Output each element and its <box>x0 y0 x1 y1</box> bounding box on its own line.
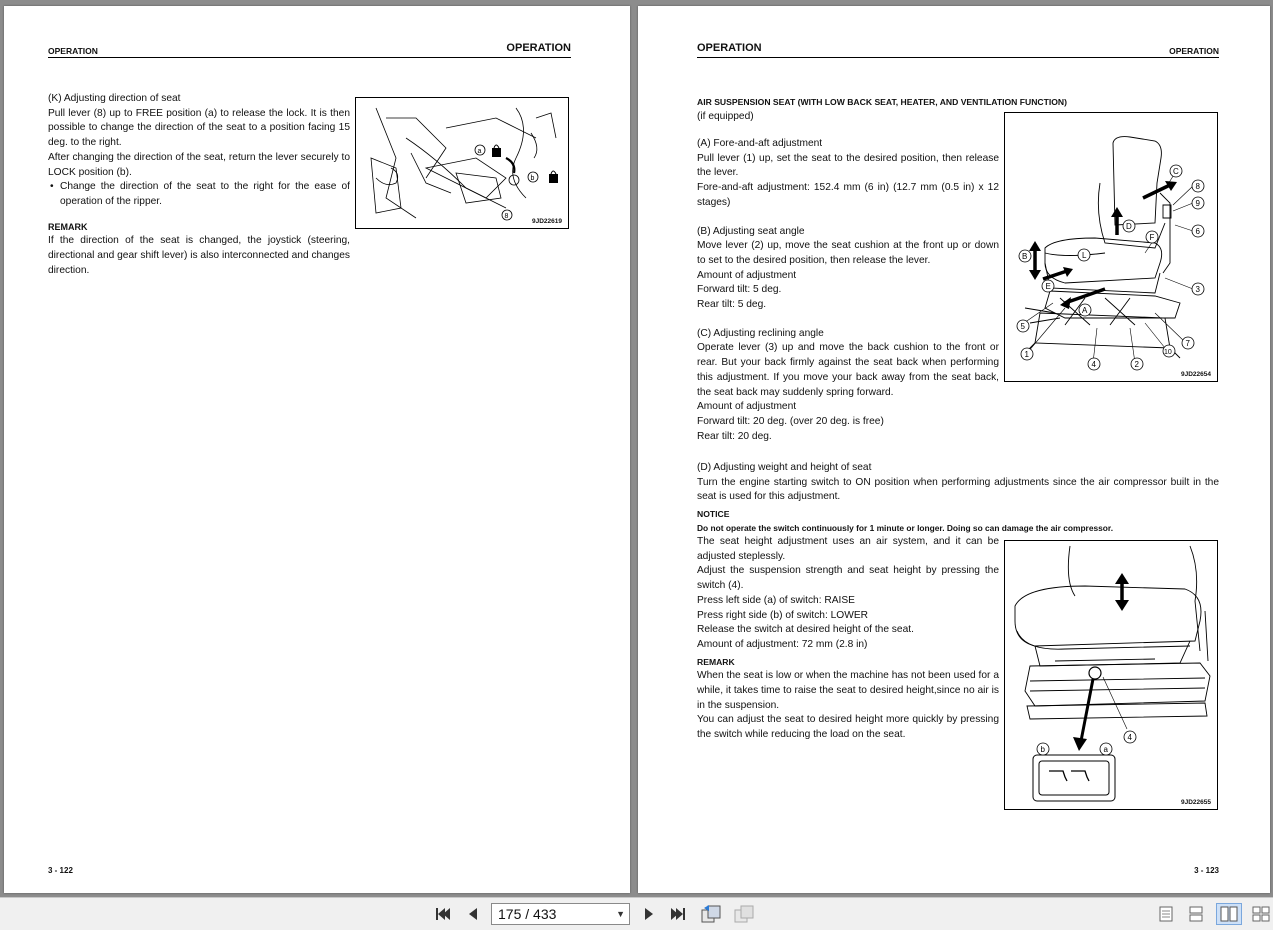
air-seat-illustration <box>1005 113 1217 381</box>
svg-text:1: 1 <box>1024 350 1029 359</box>
paragraph: Fore-and-aft adjustment: 152.4 mm (6 in) (12.7 mm (0.5 in) x 12 stages) <box>697 182 999 208</box>
right-page <box>638 6 1270 893</box>
left-header-right: OPERATION <box>506 42 571 54</box>
go-back-view-icon[interactable] <box>700 905 722 923</box>
left-header-left: OPERATION <box>48 46 98 56</box>
paragraph: Rear tilt: 5 deg. <box>697 299 767 311</box>
paragraph: Amount of adjustment <box>697 401 797 413</box>
paragraph: Forward tilt: 5 deg. <box>697 284 782 296</box>
b-title: (B) Adjusting seat angle <box>697 225 805 237</box>
paragraph: Rear tilt: 20 deg. <box>697 430 772 442</box>
svg-text:8: 8 <box>1195 182 1200 191</box>
bullet-item: • Change the direction of the seat to the right for the ease of operation of the ripper. <box>60 180 350 209</box>
svg-text:b: b <box>1040 745 1045 754</box>
paragraph: The seat height adjustment uses an air system, and it can be adjusted steplessly. <box>697 536 999 562</box>
facing-view-icon[interactable] <box>1216 903 1242 925</box>
paragraph: After changing the direction of the seat, return the lever securely to LOCK position (b). <box>48 151 350 178</box>
paragraph: Adjust the suspension strength and seat height by pressing the switch (4). <box>697 565 999 592</box>
c-title: (C) Adjusting reclining angle <box>697 327 824 339</box>
section-title: (K) Adjusting direction of seat <box>48 93 181 104</box>
seat-adjustment-figure <box>1004 112 1218 382</box>
height-adjust-text <box>697 535 999 743</box>
svg-text:E: E <box>1045 282 1051 291</box>
paragraph: Press left side (a) of switch: RAISE <box>697 594 855 606</box>
last-page-icon[interactable] <box>668 905 688 923</box>
notice-text: Do not operate the switch continuously for 1 minute or longer. Doing so can damage the air compressor. <box>697 522 1114 533</box>
next-page-icon[interactable] <box>640 905 658 923</box>
callout-C: C <box>1173 167 1179 176</box>
header-rule <box>48 57 571 58</box>
left-page <box>4 6 630 893</box>
svg-text:7: 7 <box>1185 339 1190 348</box>
svg-text:6: 6 <box>1195 227 1200 236</box>
seat-lever-illustration <box>356 98 568 228</box>
a-title: (A) Fore-and-aft adjustment <box>697 138 823 149</box>
figure-code: 9JD22655 <box>1181 799 1211 806</box>
viewer-toolbar <box>0 897 1273 930</box>
svg-text:A: A <box>1082 306 1088 315</box>
svg-text:9: 9 <box>1195 199 1200 208</box>
svg-text:5: 5 <box>1020 322 1025 331</box>
left-body-text <box>48 92 350 278</box>
first-page-icon[interactable] <box>433 905 453 923</box>
seat-height-illustration <box>1005 541 1217 809</box>
svg-text:b: b <box>530 175 535 182</box>
paragraph: Amount of adjustment <box>697 269 797 281</box>
paragraph: Operate lever (3) up and move the back cushion to the front or rear. But your back firmly against the seat back when performing this adjustment. If you move your back away from the seat back, the seat back may suddenly spring forward. <box>697 342 999 398</box>
page-number: 3 - 123 <box>1194 866 1219 875</box>
svg-text:4: 4 <box>1127 733 1132 742</box>
paragraph: Pull lever (8) up to FREE position (a) to release the lock. It is then possible to change the direction of the seat to a position facing 15 deg. to the right. <box>48 107 350 149</box>
svg-text:a: a <box>477 148 482 155</box>
svg-text:8: 8 <box>504 213 509 220</box>
page-indicator: 175 / 433 <box>498 906 557 922</box>
notice-label: NOTICE <box>697 509 730 520</box>
right-header-left: OPERATION <box>697 42 762 54</box>
adjustments-text <box>697 137 999 444</box>
seat-lever-figure <box>355 97 569 229</box>
paragraph: Turn the engine starting switch to ON position when performing adjustments since the air compressor built in the seat is used for this adjustment. <box>697 476 1219 503</box>
go-forward-view-icon[interactable] <box>733 905 755 923</box>
previous-page-icon[interactable] <box>464 905 482 923</box>
continuous-facing-view-icon[interactable] <box>1252 905 1270 923</box>
svg-text:4: 4 <box>1091 360 1096 369</box>
single-page-view-icon[interactable] <box>1157 905 1175 923</box>
section-title: AIR SUSPENSION SEAT (WITH LOW BACK SEAT, HEATER, AND VENTILATION FUNCTION) <box>697 97 1067 107</box>
paragraph: Release the switch at desired height of the seat. <box>697 624 914 636</box>
remark-label: REMARK <box>48 221 88 232</box>
paragraph: Amount of adjustment: 72 mm (2.8 in) <box>697 638 868 650</box>
svg-text:10: 10 <box>1164 349 1172 356</box>
section-d-text <box>697 461 1219 535</box>
right-header-right: OPERATION <box>1169 46 1219 56</box>
d-title: (D) Adjusting weight and height of seat <box>697 462 872 473</box>
svg-text:2: 2 <box>1134 360 1139 369</box>
remark-label: REMARK <box>697 656 735 667</box>
svg-text:a: a <box>1103 745 1108 754</box>
svg-text:B: B <box>1022 252 1028 261</box>
svg-text:F: F <box>1149 233 1155 242</box>
paragraph: Press right side (b) of switch: LOWER <box>697 609 868 621</box>
remark-text: If the direction of the seat is changed, the joystick (steering, directional and gear shift lever) is also interconnected and changes direction. <box>48 235 350 276</box>
svg-text:D: D <box>1126 222 1132 231</box>
svg-text:L: L <box>1082 251 1087 260</box>
chevron-down-icon: ▼ <box>616 909 625 919</box>
figure-code: 9JD22654 <box>1181 371 1211 378</box>
section-subtitle: (if equipped) <box>697 110 754 122</box>
svg-text:3: 3 <box>1195 285 1200 294</box>
figure-code: 9JD22619 <box>532 218 562 225</box>
remark-text: When the seat is low or when the machine has not been used for a while, it takes time to raise the seat to desired height,since no air is in the suspension. <box>697 670 999 711</box>
page-number-select[interactable] <box>491 903 630 925</box>
seat-height-figure <box>1004 540 1218 810</box>
paragraph: Forward tilt: 20 deg. (over 20 deg. is free) <box>697 415 884 427</box>
paragraph: Move lever (2) up, move the seat cushion at the front up or down to set to the desired position, then release the lever. <box>697 240 999 266</box>
paragraph: Pull lever (1) up, set the seat to the desired position, then release the lever. <box>697 152 999 179</box>
header-rule <box>697 57 1219 58</box>
remark-text: You can adjust the seat to desired height more quickly by pressing the switch while reducing the load on the seat. <box>697 714 999 741</box>
page-number: 3 - 122 <box>48 866 73 875</box>
continuous-view-icon[interactable] <box>1187 905 1205 923</box>
